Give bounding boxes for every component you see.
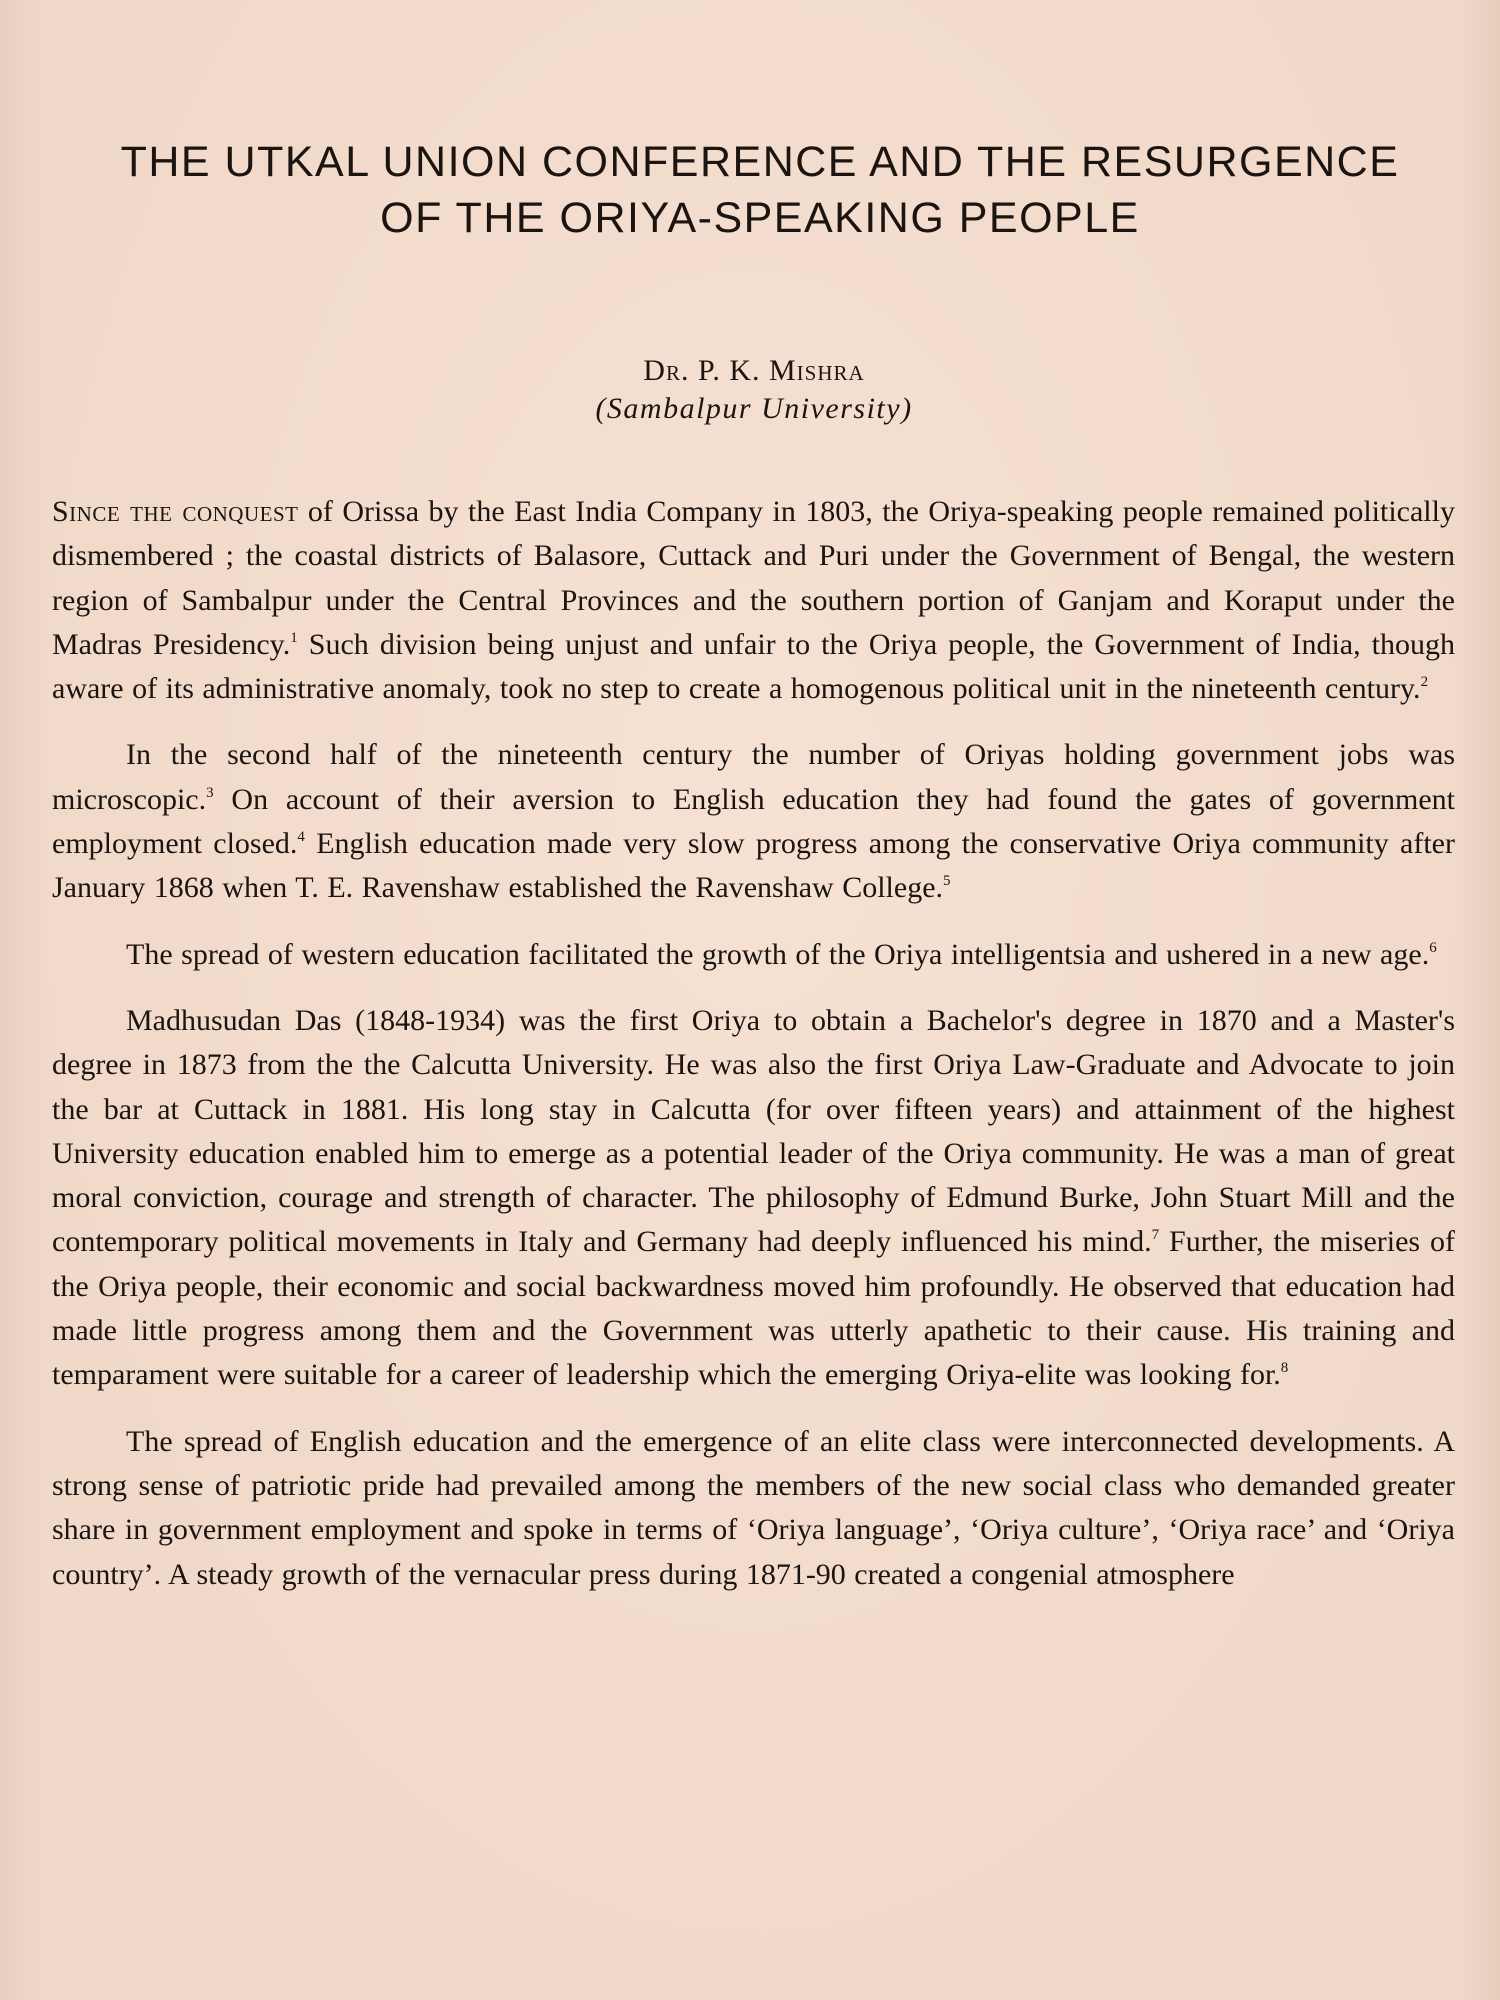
paragraph-4 xyxy=(52,999,1455,1398)
author-name: Dr. P. K. Mishra xyxy=(643,354,865,387)
paragraph-text: English education made very slow progress among the conservative Oriya community after January 1868 when T. E. Ravenshaw established the Ravenshaw College. xyxy=(52,827,1455,905)
footnote-ref: 7 xyxy=(1151,1227,1160,1244)
footnote-ref: 4 xyxy=(297,829,305,846)
paragraph-lead-in: Since the conquest xyxy=(52,495,299,528)
paragraph-text: The spread of western education facilitated the growth of the Oriya intelligentsia and ushered in a new age. xyxy=(126,937,1430,971)
paragraph-text: Madhusudan Das (1848-1934) was the first Oriya to obtain a Bachelor's degree in 1870 and a Master's degree in 1873 from the the Calcutta University. He was also the first Oriya Law-Graduate and Advocate to join the bar at Cuttack in 1881. His long stay in Calcutta (for over fifteen years) and attainment of the highest University education enabled him to emerge as a potential leader of the Oriya community. He was a man of great moral conviction, courage and strength of character. The philosophy of Edmund Burke, John Stuart Mill and the contemporary political movements in Italy and Germany had deeply influenced his mind. xyxy=(52,1003,1455,1259)
footnote-ref: 5 xyxy=(943,873,951,890)
paragraph-text: In the second half of the nineteenth century the number of Oriyas holding government jobs was microscopic. xyxy=(52,738,1455,816)
paragraph-text: On account of their aversion to English education they had found the gates of government employment closed. xyxy=(52,782,1455,861)
footnote-ref: 8 xyxy=(1280,1360,1289,1377)
footnote-ref: 1 xyxy=(290,629,298,646)
paragraph-1 xyxy=(52,490,1455,711)
paragraph-text: The spread of English education and the emergence of an elite class were interconnected developments. A strong sense of patriotic pride had prevailed among the members of the new social class who demanded greater share in government employment and spoke in terms of ‘Oriya language’, ‘Oriya culture’, ‘Oriya race’ and ‘Oriya country’. A steady growth of the vernacular press during 1871-90 created a congenial atmosphere xyxy=(52,1424,1455,1591)
paragraph-text: Further, the miseries of the Oriya people, their economic and social backwardness moved him profoundly. He observed that education had made little progress among them and the Government was utterly apathetic to their cause. His training and temparament were suitable for a career of leadership which the emerging Oriya-elite was looking for. xyxy=(52,1225,1456,1392)
paragraph-text: Such division being unjust and unfair to the Oriya people, the Government of India, though aware of its administrative anomaly, took no step to create a homogenous political unit in the nineteenth century. xyxy=(52,627,1456,706)
paragraph-2 xyxy=(52,733,1455,910)
paragraph-text: of Orissa by the East India Company in 1803, the Oriya-speaking people remained politically dismembered ; the coastal districts of Balasore, Cuttack and Puri under the Government of Bengal, the western region of Sambalpur under the Central Provinces and the southern portion of Ganjam and Koraput under the Madras Presidency. xyxy=(52,495,1455,661)
article-title-line-1: THE UTKAL UNION CONFERENCE AND THE RESURGENCE xyxy=(120,138,1400,186)
footnote-ref: 6 xyxy=(1429,939,1437,956)
article-title-line-2: OF THE ORIYA-SPEAKING PEOPLE xyxy=(380,194,1140,242)
article-title xyxy=(40,134,1480,246)
paragraph-5 xyxy=(52,1420,1455,1597)
paragraph-3 xyxy=(52,933,1455,977)
author-affiliation: (Sambalpur University) xyxy=(595,392,913,425)
footnote-ref: 2 xyxy=(1420,674,1429,691)
article-body xyxy=(52,490,1455,1597)
footnote-ref: 3 xyxy=(206,784,214,801)
author-block xyxy=(0,352,1500,428)
